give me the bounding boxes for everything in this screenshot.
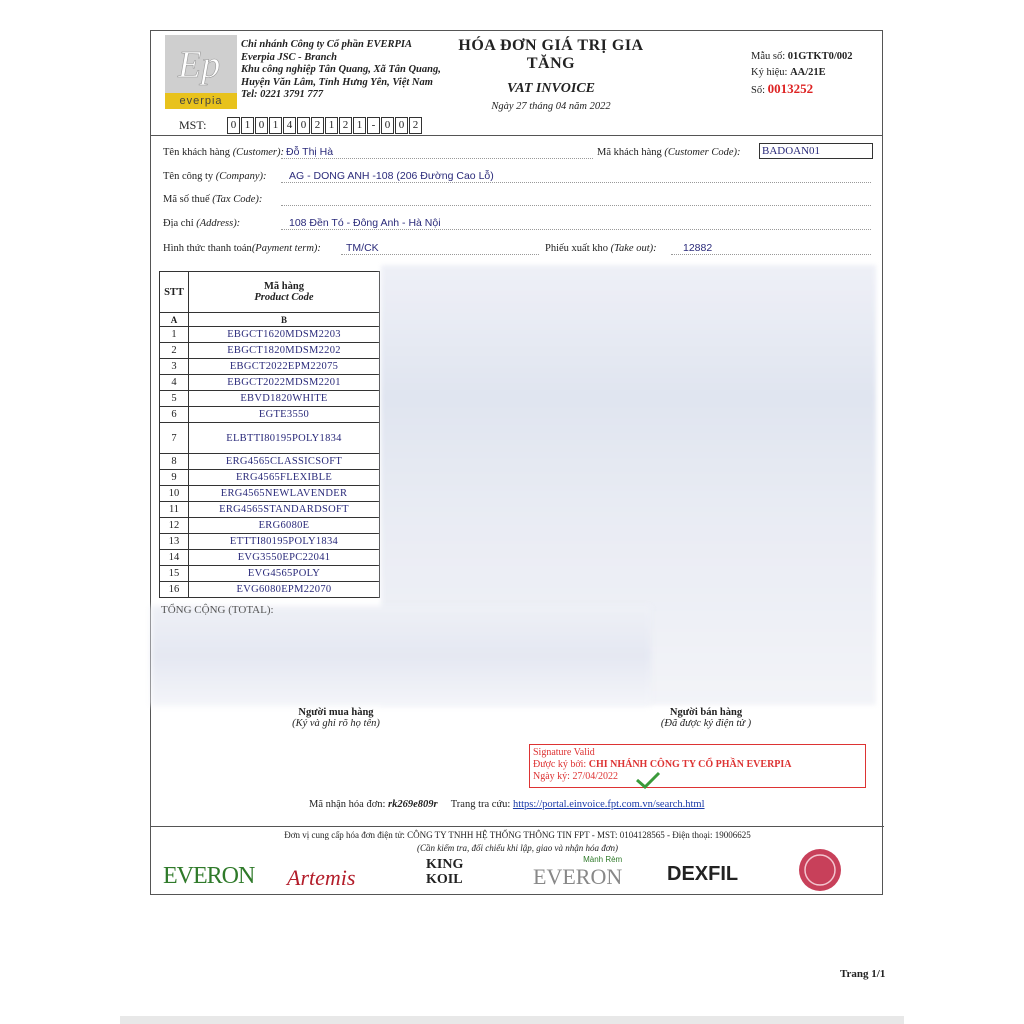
seller-address-2: Huyện Văn Lâm, Tỉnh Hưng Yên, Việt Nam [241,76,433,88]
table-row [160,327,380,343]
col-code-header: Mã hàng Product Code [189,272,380,313]
provider-note: (Cần kiểm tra, đối chiếu khi lập, giao và nhận hóa đơn) [416,843,619,853]
buyer-signature: Người mua hàng (Ký và ghi rõ họ tên) [292,707,380,729]
company-label: Tên công ty (Company): [163,171,267,182]
row-product-code: ELBTTI80195POLY1834 [189,423,380,454]
mst-digit-box: 0 [255,117,268,134]
payment-term-value: TM/CK [346,242,379,254]
certification-badge-icon [797,847,843,898]
sub-header-b: B [189,313,380,327]
mst-digit-box: - [367,117,380,134]
row-stt: 14 [160,550,189,566]
provider-text: Đơn vị cung cấp hóa đơn điện tử: CÔNG TY TNHH HỆ THỐNG THÔNG TIN FPT - MST: 0104128565 - Điện thoại: 19006625 [284,830,751,840]
row-product-code: EVG4565POLY [189,566,380,582]
underline [341,254,539,255]
table-row [160,375,380,391]
form-label: Mẫu số: [751,51,786,62]
digital-signature-box: Signature Valid Được ký bởi: CHI NHÁNH CÔNG TY CỔ PHẦN EVERPIA Ngày ký: 27/04/2022 [529,744,866,788]
mst-digit-box: 1 [353,117,366,134]
address-value: 108 Đền Tó - Đông Anh - Hà Nội [289,217,441,229]
address-label: Địa chỉ (Address): [163,218,241,229]
invoice-title: HÓA ĐƠN GIÁ TRỊ GIA TĂNG [458,37,644,72]
table-row [160,550,380,566]
lookup-line: Mã nhận hóa đơn: rk269e809r Trang tra cứu: https://portal.einvoice.fpt.com.vn/search.html [309,799,705,810]
payment-term-label: Hình thức thanh toán(Payment term): [163,243,321,254]
table-row [160,534,380,550]
table-row [160,391,380,407]
row-product-code: EBGCT1620MDSM2203 [189,327,380,343]
everon-logo: EVERON [163,863,255,889]
mst-digit-box: 1 [325,117,338,134]
seller-name-en: Everpia JSC - Branch [241,51,337,63]
seller-info [241,39,441,102]
row-product-code: ERG4565NEWLAVENDER [189,486,380,502]
symbol-value: AA/21E [790,67,826,78]
row-product-code: EBGCT2022EPM22075 [189,359,380,375]
total-label: TỔNG CỘNG (TOTAL): [161,604,274,616]
invoice-serial [751,49,853,99]
mst-digit-boxes [227,117,423,134]
bottom-bar [120,1016,904,1024]
mst-digit-box: 2 [339,117,352,134]
customer-name-label: Tên khách hàng (Customer): [163,147,285,158]
row-product-code: EGTE3550 [189,407,380,423]
row-product-code: EBVD1820WHITE [189,391,380,407]
mst-digit-box: 0 [297,117,310,134]
row-stt: 9 [160,470,189,486]
invoice-number: 0013252 [767,81,814,96]
row-stt: 13 [160,534,189,550]
takeout-label: Phiếu xuất kho (Take out): [545,243,657,254]
row-product-code: ERG4565FLEXIBLE [189,470,380,486]
row-stt: 10 [160,486,189,502]
underline [671,254,871,255]
seller-tax-code [179,117,423,134]
mst-digit-box: 2 [311,117,324,134]
invoice-title-en: VAT INVOICE [506,81,596,96]
svg-text:Ep: Ep [178,44,221,86]
table-row [160,454,380,470]
row-product-code: EBGCT2022MDSM2201 [189,375,380,391]
customer-name-value: Đỗ Thị Hà [286,146,334,158]
invoice-sheet [150,30,883,895]
company-value: AG - DONG ANH -108 (206 Đường Cao Lỗ) [289,170,494,182]
row-stt: 7 [160,423,189,454]
row-stt: 15 [160,566,189,582]
table-row [160,566,380,582]
col-stt-header: STT [160,272,189,313]
table-row [160,486,380,502]
row-stt: 12 [160,518,189,534]
row-stt: 11 [160,502,189,518]
page-number: Trang 1/1 [840,968,886,980]
row-product-code: EVG3550EPC22041 [189,550,380,566]
tax-code-label: Mã số thuế (Tax Code): [163,194,263,205]
seller-tel: Tel: 0221 3791 777 [241,89,324,100]
invoice-title-block [451,37,651,112]
blurred-totals [151,606,651,706]
items-table [159,271,380,598]
table-row [160,470,380,486]
customer-code-label: Mã khách hàng (Customer Code): [597,147,741,158]
row-product-code: EBGCT1820MDSM2202 [189,343,380,359]
row-product-code: EVG6080EPM22070 [189,582,380,598]
underline [281,158,593,159]
table-row [160,359,380,375]
table-row [160,407,380,423]
form-value: 01GTKT0/002 [787,51,853,62]
table-row [160,582,380,598]
artemis-logo: Artemis [287,865,356,890]
takeout-value: 12882 [683,242,713,254]
row-stt: 16 [160,582,189,598]
customer-code-value: BADOAN01 [759,143,873,159]
number-label: Số: [751,85,766,96]
invoice-date: Ngày 27 tháng 04 năm 2022 [491,101,611,112]
symbol-label: Ký hiệu: [751,67,788,78]
seller-name: Chi nhánh Công ty Cổ phần EVERPIA [241,39,412,50]
row-stt: 3 [160,359,189,375]
everon-curtain-logo: Mành Rèm EVERON [533,855,623,889]
underline [281,205,871,206]
row-product-code: ERG4565STANDARDSOFT [189,502,380,518]
row-product-code: ERG6080E [189,518,380,534]
mst-digit-box: 1 [269,117,282,134]
row-stt: 1 [160,327,189,343]
checkmark-icon [634,771,662,789]
row-stt: 6 [160,407,189,423]
row-product-code: ETTTI80195POLY1834 [189,534,380,550]
dexfil-logo: DEXFIL [667,863,739,885]
table-row [160,518,380,534]
mst-digit-box: 4 [283,117,296,134]
mst-digit-box: 2 [409,117,422,134]
row-stt: 2 [160,343,189,359]
lookup-url-link[interactable]: https://portal.einvoice.fpt.com.vn/search.html [512,799,705,810]
mst-digit-box: 0 [381,117,394,134]
king-koil-logo: KING KOIL [426,857,464,887]
row-stt: 4 [160,375,189,391]
table-row [160,502,380,518]
signature-valid-text: Signature Valid [533,747,595,758]
everpia-logo: Ep everpia [165,35,237,109]
table-row [160,343,380,359]
divider [151,135,882,136]
mst-digit-box: 1 [241,117,254,134]
row-stt: 5 [160,391,189,407]
footer [151,826,884,897]
signed-date: Ngày ký: 27/04/2022 [533,771,618,782]
row-product-code: ERG4565CLASSICSOFT [189,454,380,470]
seller-address-1: Khu công nghiệp Tân Quang, Xã Tân Quang, [241,64,441,75]
row-stt: 8 [160,454,189,470]
underline [281,182,871,183]
sub-header-a: A [160,313,189,327]
seller-signature: Người bán hàng (Đã được ký điện tử ) [660,707,752,729]
underline [281,229,871,230]
table-row [160,423,380,454]
mst-digit-box: 0 [227,117,240,134]
lookup-code: rk269e809r [388,799,438,810]
mst-digit-box: 0 [395,117,408,134]
mst-label: MST: [179,118,207,132]
